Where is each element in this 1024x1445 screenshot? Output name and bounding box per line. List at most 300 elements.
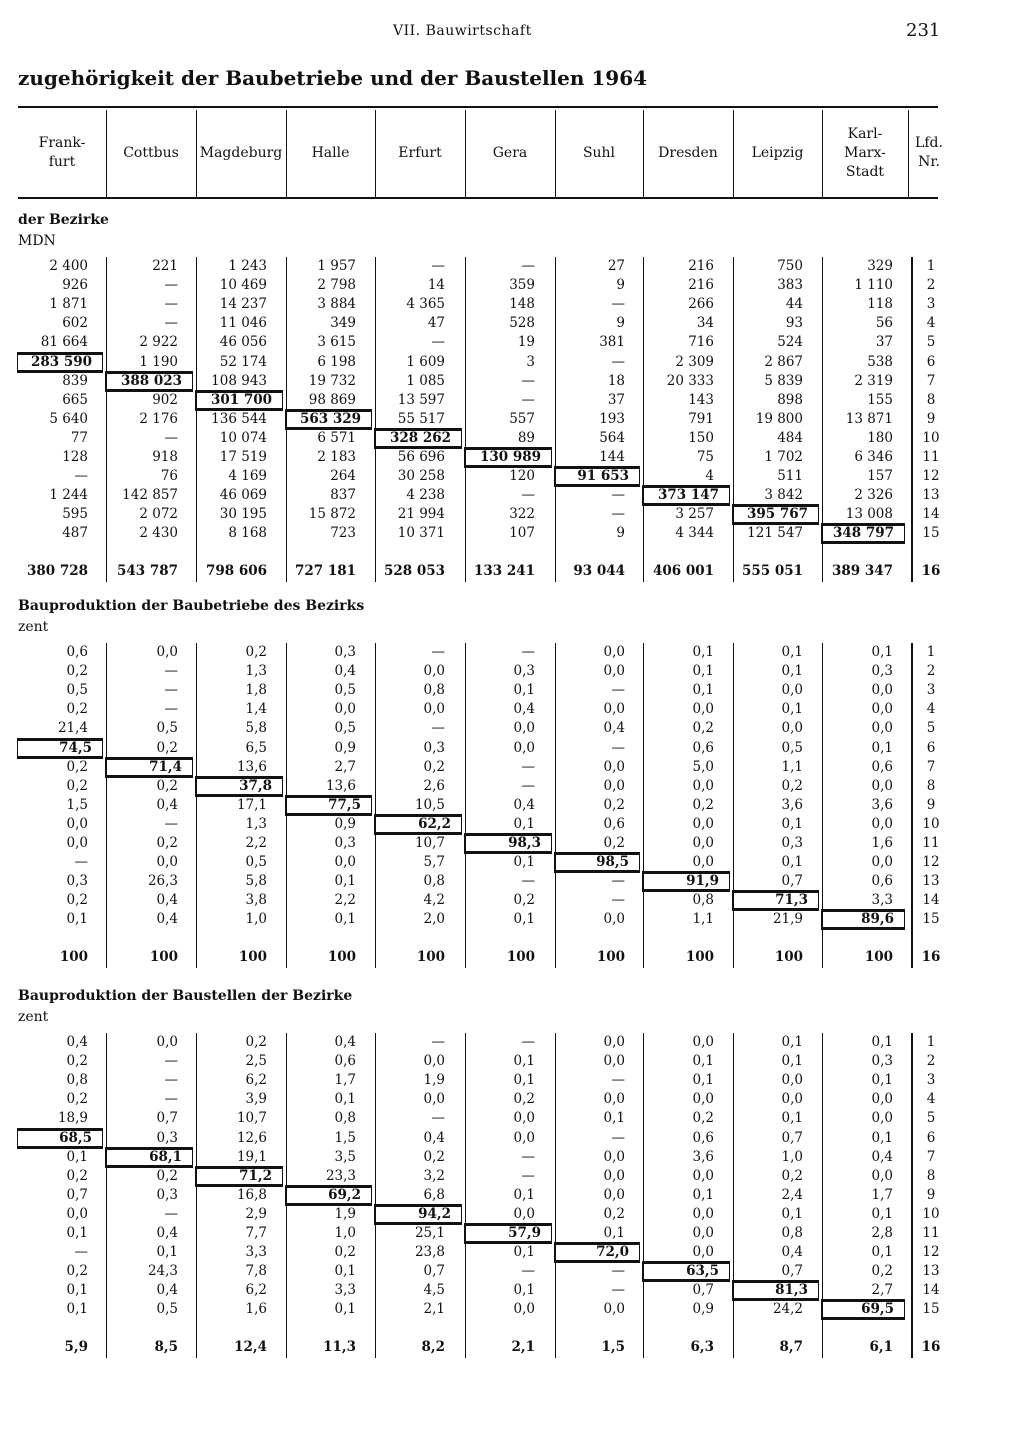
column-separator	[196, 643, 197, 968]
row-number: 5	[926, 1110, 936, 1127]
highlighted-cell: 71,2	[196, 1167, 282, 1186]
table-cell: 0,0	[692, 1091, 714, 1108]
table-cell: 564	[599, 429, 625, 446]
highlighted-cell: 77,5	[286, 796, 371, 815]
table-cell: 1,4	[245, 701, 267, 718]
table-cell: 2,0	[423, 911, 445, 928]
row-number: 7	[926, 372, 936, 389]
table-cell: 0,2	[156, 777, 178, 794]
table-cell: 0,0	[871, 682, 893, 699]
table-cell: 6,5	[245, 739, 267, 756]
table-cell: 0,0	[871, 1167, 893, 1184]
highlighted-cell: 130 989	[465, 448, 551, 467]
table-cell: —	[611, 353, 625, 370]
table-cell: 0,1	[871, 739, 893, 756]
table-cell: 5,7	[423, 854, 445, 871]
table-cell: 7,7	[245, 1225, 267, 1241]
column-separator	[555, 1033, 556, 1358]
row-number: 11	[922, 1225, 940, 1241]
table-row	[0, 891, 1024, 910]
table-cell: 727 181	[294, 562, 356, 579]
section-unit: zent	[18, 619, 49, 635]
table-cell: 322	[509, 506, 535, 523]
table-cell: 0,0	[871, 1110, 893, 1127]
total-row	[0, 562, 1024, 581]
table-cell: 3 615	[317, 334, 356, 351]
highlighted-cell: 72,0	[555, 1243, 639, 1262]
table-cell: 0,6	[871, 873, 893, 890]
table-cell: 0,0	[66, 815, 88, 832]
table-cell: 0,0	[692, 1205, 714, 1222]
table-row	[0, 505, 1024, 524]
table-cell: 4 344	[675, 525, 714, 542]
table-cell: 926	[62, 277, 88, 294]
table-cell: 0,0	[871, 1091, 893, 1108]
table-cell: 0,0	[781, 1091, 803, 1108]
table-cell: 0,2	[66, 1263, 88, 1280]
table-cell: 0,2	[245, 1034, 267, 1050]
table-cell: —	[611, 739, 625, 756]
table-cell: —	[611, 1263, 625, 1280]
table-cell: 17 519	[219, 449, 267, 465]
row-number: 11	[922, 835, 940, 851]
table-cell: 266	[688, 296, 714, 313]
highlighted-cell: 348 797	[822, 524, 904, 543]
column-header-5: Gera	[492, 144, 528, 161]
table-row	[0, 910, 1024, 929]
table-cell: 0,0	[513, 1110, 535, 1127]
column-divider	[822, 110, 823, 198]
table-cell: 349	[330, 315, 356, 332]
table-cell: 0,2	[66, 663, 88, 680]
table-row	[0, 448, 1024, 467]
highlighted-cell: 69,5	[822, 1300, 904, 1319]
table-cell: —	[521, 873, 535, 890]
table-cell: 528 053	[383, 562, 445, 579]
column-separator	[555, 257, 556, 582]
table-cell: 4	[705, 468, 714, 485]
table-cell: 0,0	[603, 1301, 625, 1318]
table-cell: 898	[777, 391, 803, 408]
row-number: 13	[922, 1263, 940, 1280]
table-cell: 0,0	[603, 1167, 625, 1184]
table-cell: 0,3	[156, 1186, 178, 1203]
table-cell: 10 074	[219, 429, 267, 446]
table-cell: 23,8	[414, 1244, 445, 1261]
table-cell: 0,0	[692, 854, 714, 871]
table-cell: 0,0	[603, 644, 625, 660]
table-cell: —	[164, 663, 178, 680]
table-row	[0, 257, 1024, 276]
table-cell: 12,4	[234, 1338, 267, 1355]
table-cell: 4,2	[423, 892, 445, 909]
row-number: 7	[926, 1148, 936, 1165]
table-cell: 0,2	[334, 1244, 356, 1261]
highlighted-cell: 373 147	[643, 486, 729, 505]
table-cell: 0,7	[781, 1129, 803, 1146]
table-cell: 55 517	[397, 410, 445, 427]
table-cell: —	[74, 1244, 88, 1261]
table-cell: —	[164, 277, 178, 294]
table-cell: 0,0	[603, 1148, 625, 1165]
table-cell: 1 243	[228, 258, 267, 274]
table-cell: 3 842	[764, 487, 803, 504]
highlighted-cell: 68,1	[106, 1148, 192, 1167]
table-cell: 34	[696, 315, 714, 332]
table-cell: 0,4	[781, 1244, 803, 1261]
table-cell: 750	[777, 258, 803, 274]
table-cell: 0,1	[334, 873, 356, 890]
highlighted-cell: 68,5	[18, 1129, 102, 1148]
table-cell: 100	[416, 948, 445, 965]
table-cell: 2,1	[511, 1338, 535, 1355]
table-cell: 9	[616, 525, 625, 542]
table-cell: 56 696	[397, 449, 445, 465]
table-row	[0, 1129, 1024, 1148]
column-separator	[555, 643, 556, 968]
table-cell: —	[611, 1072, 625, 1089]
table-cell: —	[521, 258, 535, 274]
table-cell: 10 469	[219, 277, 267, 294]
column-separator	[106, 1033, 107, 1358]
table-cell: 0,1	[781, 644, 803, 660]
table-cell: 2 326	[854, 487, 893, 504]
table-cell: 1,3	[245, 815, 267, 832]
table-cell: 0,1	[513, 682, 535, 699]
row-number: 9	[926, 1186, 936, 1203]
column-separator	[286, 257, 287, 582]
table-cell: 5,9	[64, 1338, 88, 1355]
row-number: 3	[926, 1072, 936, 1089]
table-cell: 6,1	[869, 1338, 893, 1355]
table-cell: —	[521, 758, 535, 775]
table-cell: 0,2	[781, 777, 803, 794]
table-cell: 10,7	[414, 835, 445, 851]
row-number: 6	[926, 739, 936, 756]
column-divider	[375, 110, 376, 198]
table-cell: 221	[152, 258, 178, 274]
table-cell: 1,6	[245, 1301, 267, 1318]
header-bottom-rule	[18, 197, 938, 199]
row-number: 12	[922, 468, 940, 485]
table-cell: 6,2	[245, 1072, 267, 1089]
table-cell: 0,5	[156, 1301, 178, 1318]
table-cell: 383	[777, 277, 803, 294]
table-row	[0, 758, 1024, 777]
table-cell: 0,2	[871, 1263, 893, 1280]
table-cell: 389 347	[831, 562, 893, 579]
table-cell: 0,2	[66, 1053, 88, 1070]
column-separator	[733, 643, 734, 968]
table-row	[0, 815, 1024, 834]
table-cell: 0,1	[603, 1225, 625, 1241]
table-cell: —	[521, 644, 535, 660]
table-cell: 380 728	[26, 562, 88, 579]
table-cell: 0,5	[66, 682, 88, 699]
table-cell: 10 371	[397, 525, 445, 542]
table-row	[0, 1300, 1024, 1319]
table-row	[0, 834, 1024, 853]
table-cell: —	[164, 682, 178, 699]
table-cell: —	[611, 892, 625, 909]
table-cell: 0,4	[156, 911, 178, 928]
table-cell: 0,0	[603, 1091, 625, 1108]
column-header-0: Frank- furt	[38, 135, 86, 170]
row-number: 14	[922, 1282, 940, 1299]
table-cell: 0,0	[871, 854, 893, 871]
table-cell: 0,0	[423, 701, 445, 718]
table-cell: 3,3	[245, 1244, 267, 1261]
table-cell: —	[164, 315, 178, 332]
table-cell: 120	[509, 468, 535, 485]
table-cell: 107	[509, 525, 535, 542]
table-cell: —	[611, 1282, 625, 1299]
table-cell: 0,4	[423, 1129, 445, 1146]
table-cell: 0,3	[513, 663, 535, 680]
table-cell: 0,1	[871, 1244, 893, 1261]
table-row	[0, 1109, 1024, 1128]
table-cell: 4 169	[228, 468, 267, 485]
table-cell: 23,3	[325, 1167, 356, 1184]
highlighted-cell: 69,2	[286, 1186, 371, 1205]
table-cell: 2 430	[139, 525, 178, 542]
table-cell: 0,0	[423, 663, 445, 680]
highlighted-cell: 89,6	[822, 910, 904, 929]
table-cell: 0,0	[603, 1034, 625, 1050]
table-cell: 0,3	[871, 663, 893, 680]
column-separator	[286, 1033, 287, 1358]
table-cell: 13,6	[325, 777, 356, 794]
column-divider	[643, 110, 644, 198]
table-cell: 1,6	[871, 835, 893, 851]
table-cell: 0,1	[334, 911, 356, 928]
table-cell: 0,1	[871, 1072, 893, 1089]
table-cell: 142 857	[122, 487, 178, 504]
table-cell: 0,9	[334, 739, 356, 756]
table-cell: 2,8	[871, 1225, 893, 1241]
table-cell: 133 241	[473, 562, 535, 579]
table-cell: 0,4	[156, 1282, 178, 1299]
section-label: Bauproduktion der Baustellen der Bezirke	[18, 988, 353, 1004]
table-cell: 0,4	[513, 796, 535, 813]
table-cell: 0,2	[513, 1091, 535, 1108]
table-cell: 528	[509, 315, 535, 332]
table-cell: —	[521, 391, 535, 408]
table-cell: 6,3	[690, 1338, 714, 1355]
row-number: 4	[926, 701, 936, 718]
row-number: 9	[926, 410, 936, 427]
table-cell: 56	[875, 315, 893, 332]
highlighted-cell: 91 653	[555, 467, 639, 486]
table-cell: 0,1	[692, 1053, 714, 1070]
table-cell: 6 571	[317, 429, 356, 446]
table-cell: 0,2	[66, 1091, 88, 1108]
total-row	[0, 948, 1024, 967]
table-cell: 0,0	[603, 1186, 625, 1203]
table-cell: 484	[777, 429, 803, 446]
table-cell: 791	[688, 410, 714, 427]
table-cell: —	[611, 1129, 625, 1146]
table-cell: 2 176	[139, 410, 178, 427]
table-cell: 108 943	[211, 372, 267, 389]
table-row	[0, 796, 1024, 815]
table-cell: 0,7	[66, 1186, 88, 1203]
table-cell: 75	[696, 449, 714, 465]
highlighted-cell: 98,3	[465, 834, 551, 853]
column-divider	[196, 110, 197, 198]
table-cell: 6,8	[423, 1186, 445, 1203]
table-cell: 0,2	[692, 720, 714, 737]
table-cell: 0,2	[423, 1148, 445, 1165]
table-cell: 5 839	[764, 372, 803, 389]
table-row	[0, 1186, 1024, 1205]
table-cell: 193	[599, 410, 625, 427]
highlighted-cell: 283 590	[18, 353, 102, 372]
table-cell: 17,1	[236, 796, 267, 813]
table-row	[0, 1148, 1024, 1167]
table-cell: 0,0	[603, 1053, 625, 1070]
table-cell: 100	[506, 948, 535, 965]
table-row	[0, 467, 1024, 486]
table-cell: 21,4	[57, 720, 88, 737]
table-cell: 1,0	[245, 911, 267, 928]
table-cell: 155	[867, 391, 893, 408]
table-cell: 19 800	[755, 410, 803, 427]
table-cell: 0,1	[513, 911, 535, 928]
table-cell: 0,0	[513, 1129, 535, 1146]
table-cell: 0,0	[692, 777, 714, 794]
table-cell: 13 871	[845, 410, 893, 427]
table-cell: 18	[607, 372, 625, 389]
table-cell: 3,8	[245, 892, 267, 909]
table-cell: 98 869	[308, 391, 356, 408]
table-cell: —	[431, 334, 445, 351]
table-cell: 1,3	[245, 663, 267, 680]
column-separator	[196, 257, 197, 582]
table-cell: 1 871	[49, 296, 88, 313]
table-cell: 121 547	[747, 525, 803, 542]
table-cell: 0,4	[156, 1225, 178, 1241]
table-cell: 18,9	[57, 1110, 88, 1127]
table-cell: 1 702	[764, 449, 803, 465]
table-cell: 0,1	[781, 1205, 803, 1222]
table-cell: 0,4	[156, 892, 178, 909]
table-cell: 381	[599, 334, 625, 351]
table-cell: 100	[238, 948, 267, 965]
table-cell: —	[521, 1263, 535, 1280]
lfd-separator	[911, 1033, 913, 1358]
table-cell: 329	[867, 258, 893, 274]
table-cell: 0,0	[513, 720, 535, 737]
table-cell: 0,1	[781, 1053, 803, 1070]
table-cell: 716	[688, 334, 714, 351]
table-cell: 0,4	[513, 701, 535, 718]
table-cell: 0,2	[66, 892, 88, 909]
table-cell: 100	[596, 948, 625, 965]
table-cell: 0,2	[66, 701, 88, 718]
table-cell: —	[74, 854, 88, 871]
table-cell: 0,0	[871, 815, 893, 832]
table-cell: 180	[867, 429, 893, 446]
column-separator	[465, 257, 466, 582]
highlighted-cell: 81,3	[733, 1281, 818, 1300]
table-cell: 2 319	[854, 372, 893, 389]
table-cell: 0,1	[781, 815, 803, 832]
table-row	[0, 314, 1024, 333]
table-cell: 0,0	[513, 739, 535, 756]
table-cell: 0,3	[66, 873, 88, 890]
highlighted-cell: 301 700	[196, 391, 282, 410]
row-number: 10	[922, 429, 940, 446]
highlighted-cell: 98,5	[555, 853, 639, 872]
table-cell: 0,1	[603, 1110, 625, 1127]
page-number: 231	[906, 20, 941, 41]
table-cell: 2 072	[139, 506, 178, 523]
table-cell: 0,5	[334, 720, 356, 737]
table-cell: 2 400	[49, 258, 88, 274]
table-cell: 2,2	[245, 835, 267, 851]
table-cell: 0,0	[781, 682, 803, 699]
table-cell: 723	[330, 525, 356, 542]
table-cell: 1,7	[871, 1186, 893, 1203]
table-cell: 0,0	[66, 835, 88, 851]
table-cell: 0,6	[692, 1129, 714, 1146]
column-header-8: Leipzig	[751, 144, 804, 161]
table-row	[0, 1281, 1024, 1300]
table-cell: —	[164, 1091, 178, 1108]
table-cell: 0,3	[423, 739, 445, 756]
column-header-9: Karl- Marx- Stadt	[844, 125, 886, 180]
table-cell: 0,8	[423, 873, 445, 890]
row-number: 1	[926, 1034, 936, 1050]
table-cell: 0,0	[781, 1072, 803, 1089]
table-cell: 1,1	[781, 758, 803, 775]
table-cell: 2,7	[871, 1282, 893, 1299]
table-cell: 0,1	[66, 1225, 88, 1241]
row-number: 8	[926, 777, 936, 794]
table-cell: 0,6	[66, 644, 88, 660]
table-cell: 2,4	[781, 1186, 803, 1203]
table-cell: 1 190	[139, 353, 178, 370]
table-cell: 30 195	[219, 506, 267, 523]
row-number: 8	[926, 391, 936, 408]
table-cell: 0,1	[692, 663, 714, 680]
table-row	[0, 719, 1024, 738]
table-cell: 0,3	[334, 644, 356, 660]
table-row	[0, 372, 1024, 391]
table-cell: 0,5	[156, 720, 178, 737]
table-row	[0, 662, 1024, 681]
table-cell: 0,1	[513, 1053, 535, 1070]
table-cell: 100	[685, 948, 714, 965]
table-cell: 2 798	[317, 277, 356, 294]
total-row	[0, 1338, 1024, 1357]
column-separator	[465, 1033, 466, 1358]
highlighted-cell: 563 329	[286, 410, 371, 429]
table-cell: —	[521, 1034, 535, 1050]
table-cell: 557	[509, 410, 535, 427]
table-cell: 0,0	[692, 1225, 714, 1241]
table-row	[0, 429, 1024, 448]
table-cell: 0,1	[334, 1263, 356, 1280]
table-cell: —	[431, 1034, 445, 1050]
column-divider	[286, 110, 287, 198]
table-cell: 1 085	[406, 372, 445, 389]
highlighted-cell: 94,2	[375, 1205, 461, 1224]
table-cell: 100	[59, 948, 88, 965]
table-cell: 0,7	[423, 1263, 445, 1280]
table-cell: 0,1	[692, 1072, 714, 1089]
